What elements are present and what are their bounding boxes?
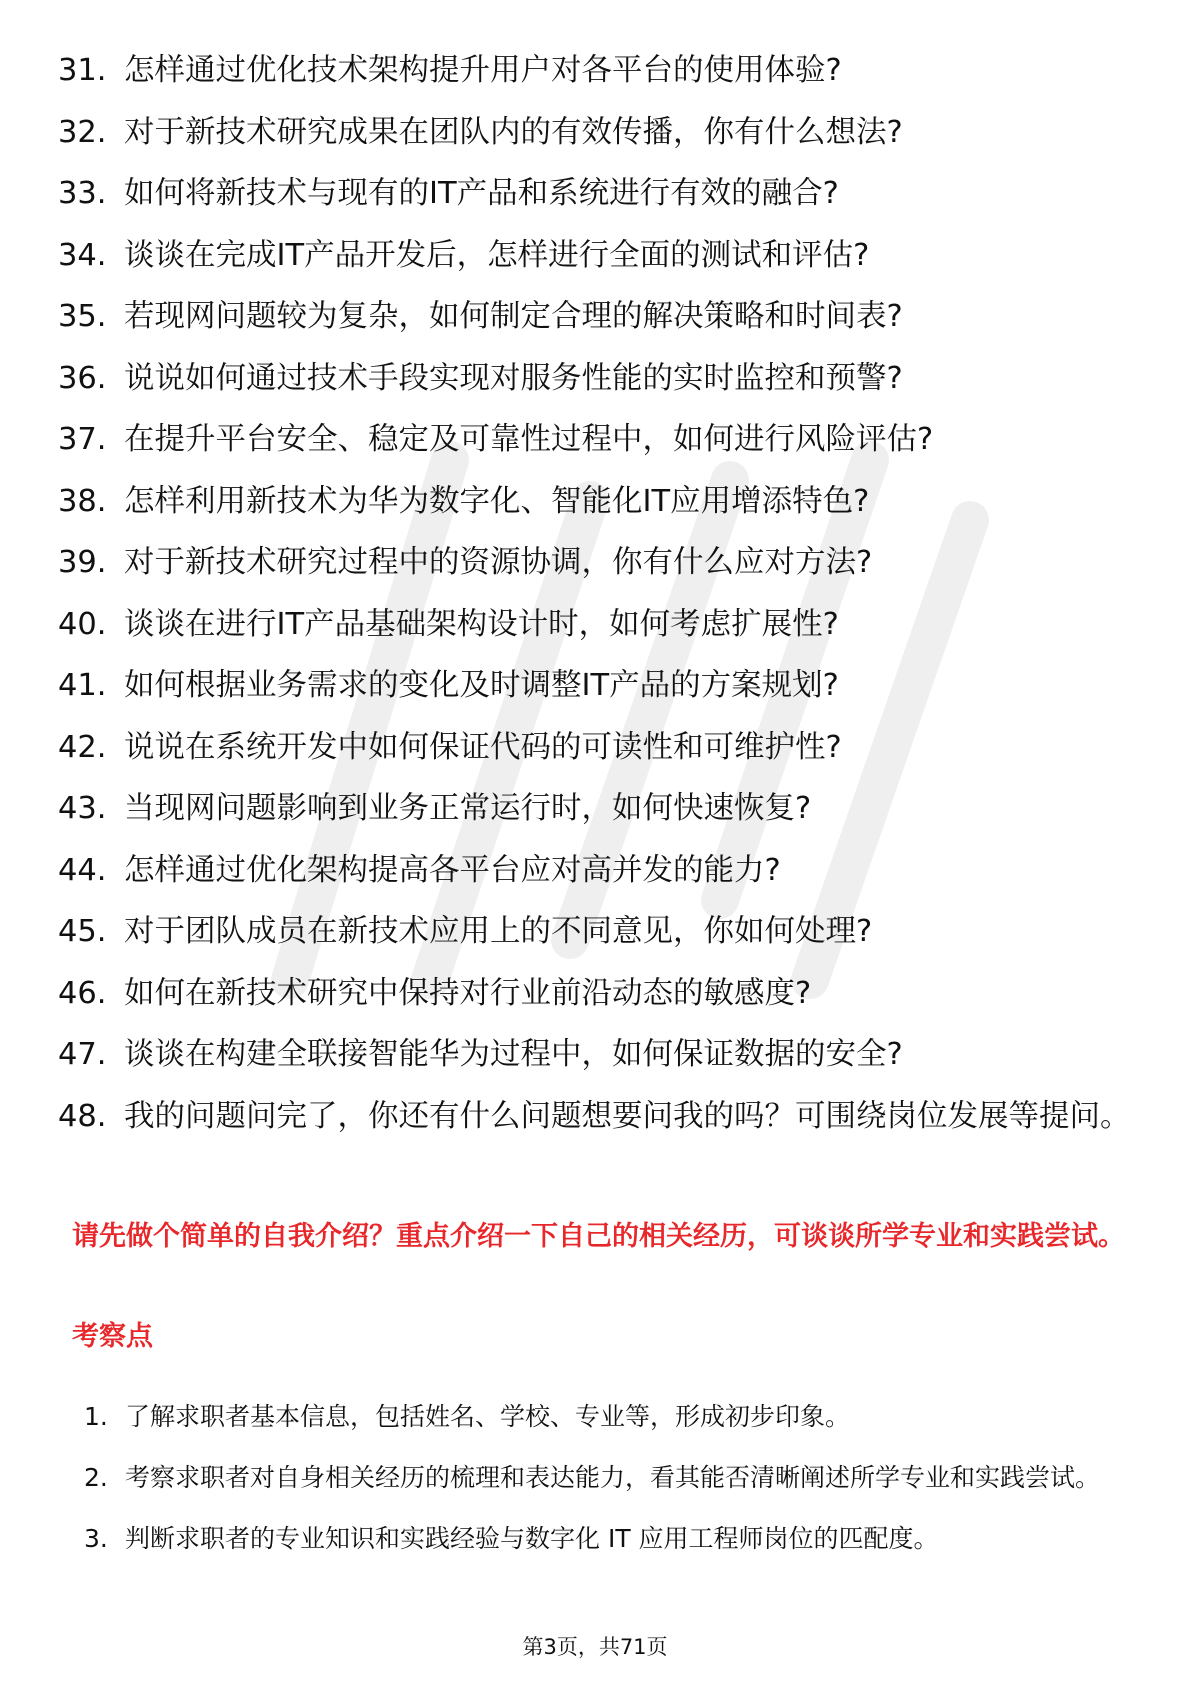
- point-number: 3.: [84, 1524, 108, 1553]
- question-number: 37.: [58, 422, 107, 457]
- question-text: 怎样通过优化架构提高各平台应对高并发的能力?: [124, 852, 781, 888]
- question-text: 怎样利用新技术为华为数字化、智能化IT应用增添特色?: [124, 483, 870, 519]
- question-item: [58, 604, 1138, 646]
- question-text: 对于新技术研究成果在团队内的有效传播，你有什么想法?: [124, 114, 903, 150]
- question-text: 对于团队成员在新技术应用上的不同意见，你如何处理?: [124, 914, 873, 949]
- section-subtitle: 考察点: [72, 1321, 153, 1352]
- question-number: 40.: [58, 606, 107, 642]
- question-item: [58, 50, 1138, 92]
- question-list: [58, 50, 1138, 1157]
- question-text: 谈谈在构建全联接智能华为过程中，如何保证数据的安全?: [124, 1037, 903, 1072]
- question-item: [58, 850, 1138, 892]
- question-item: [58, 911, 1138, 953]
- question-item: [58, 112, 1138, 154]
- question-item: [58, 173, 1138, 215]
- question-number: 31.: [58, 53, 107, 88]
- question-number: 34.: [58, 237, 107, 273]
- question-text: 谈谈在完成IT产品开发后，怎样进行全面的测试和评估?: [124, 237, 870, 273]
- question-number: 35.: [58, 299, 107, 334]
- question-text: 若现网问题较为复杂，如何制定合理的解决策略和时间表?: [124, 299, 903, 334]
- assessment-point: [84, 1512, 1124, 1566]
- point-text: 判断求职者的专业知识和实践经验与数字化 IT 应用工程师岗位的匹配度。: [125, 1524, 939, 1553]
- section-title: 请先做个简单的自我介绍？重点介绍一下自己的相关经历，可谈谈所学专业和实践尝试。: [72, 1221, 1125, 1252]
- question-item: [58, 296, 1138, 338]
- question-number: 48.: [58, 1098, 107, 1134]
- question-number: 33.: [58, 176, 107, 211]
- question-item: [58, 1034, 1138, 1076]
- question-item: [58, 235, 1138, 277]
- question-number: 46.: [58, 975, 107, 1011]
- question-item: [58, 1096, 1138, 1138]
- question-text: 如何在新技术研究中保持对行业前沿动态的敏感度?: [124, 975, 812, 1011]
- question-text: 我的问题问完了，你还有什么问题想要问我的吗？可围绕岗位发展等提问。: [124, 1098, 1131, 1134]
- page-footer: 第3页，共71页: [522, 1635, 668, 1659]
- question-text: 说说如何通过技术手段实现对服务性能的实时监控和预警?: [124, 360, 903, 396]
- question-item: [58, 358, 1138, 400]
- question-text: 谈谈在进行IT产品基础架构设计时，如何考虑扩展性?: [124, 606, 839, 642]
- question-number: 39.: [58, 545, 107, 580]
- question-number: 44.: [58, 852, 107, 888]
- question-number: 42.: [58, 729, 107, 765]
- question-text: 如何将新技术与现有的IT产品和系统进行有效的融合?: [124, 176, 839, 211]
- question-number: 45.: [58, 914, 107, 949]
- question-item: [58, 973, 1138, 1015]
- question-text: 当现网问题影响到业务正常运行时，如何快速恢复?: [124, 791, 812, 826]
- question-item: [58, 665, 1138, 707]
- question-text: 在提升平台安全、稳定及可靠性过程中，如何进行风险评估?: [124, 422, 934, 457]
- question-item: [58, 481, 1138, 523]
- question-item: [58, 727, 1138, 769]
- question-item: [58, 419, 1138, 461]
- question-number: 41.: [58, 668, 107, 703]
- question-number: 32.: [58, 114, 107, 150]
- point-number: 1.: [84, 1402, 108, 1431]
- point-text: 考察求职者对自身相关经历的梳理和表达能力，看其能否清晰阐述所学专业和实践尝试。: [125, 1463, 1101, 1492]
- question-item: [58, 788, 1138, 830]
- question-text: 怎样通过优化技术架构提升用户对各平台的使用体验?: [124, 53, 842, 88]
- question-text: 说说在系统开发中如何保证代码的可读性和可维护性?: [124, 729, 842, 765]
- assessment-points-list: [84, 1390, 1124, 1573]
- assessment-point: [84, 1390, 1124, 1444]
- question-number: 43.: [58, 791, 107, 826]
- question-item: [58, 542, 1138, 584]
- question-text: 对于新技术研究过程中的资源协调，你有什么应对方法?: [124, 545, 873, 580]
- point-number: 2.: [84, 1463, 108, 1492]
- question-number: 47.: [58, 1037, 107, 1072]
- question-number: 36.: [58, 360, 107, 396]
- question-text: 如何根据业务需求的变化及时调整IT产品的方案规划?: [124, 668, 839, 703]
- question-number: 38.: [58, 483, 107, 519]
- point-text: 了解求职者基本信息，包括姓名、学校、专业等，形成初步印象。: [125, 1402, 851, 1431]
- assessment-point: [84, 1451, 1124, 1505]
